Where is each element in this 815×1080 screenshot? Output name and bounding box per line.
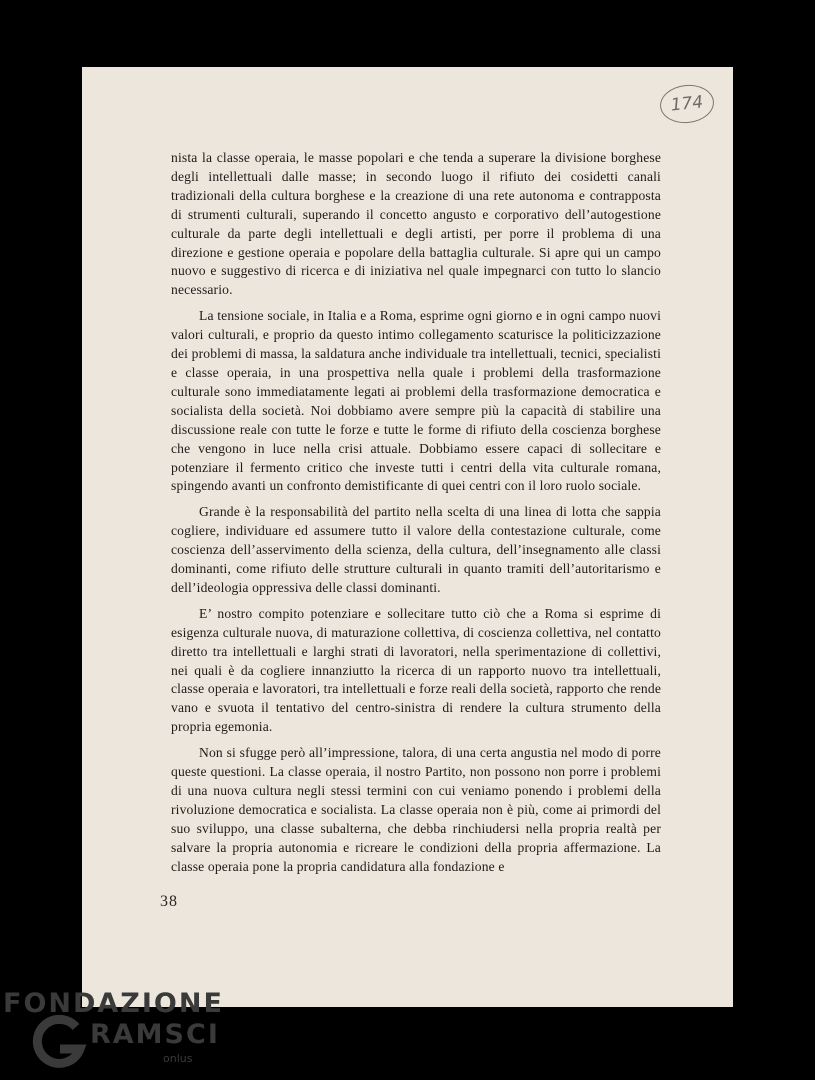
watermark-line1: FONDAZIONE — [3, 988, 224, 1019]
fondazione-gramsci-watermark — [0, 988, 224, 1080]
paragraph: Grande è la responsabilità del partito nella scelta di una linea di lotta che sappia cogliere, individuare ed assumere tutto il valore della contestazione culturale, come coscienza dell’asservimento della scienza, della cultura, dell’insegnamento alle classi dominanti, come rifiuto delle strutture culturali in quanto tramiti dell’autoritarismo e dell’ideologia oppressiva delle classi dominanti. — [171, 504, 661, 595]
paragraph: La tensione sociale, in Italia e a Roma, esprime ogni giorno e in ogni campo nuovi valori culturali, e proprio da questo intimo collegamento scaturisce la politicizzazione dei problemi di massa, la saldatura anche individuale tra intellettuali, tecnici, specialisti e classe operaia, in una prospettiva nella quale i problemi della trasformazione culturale sono immediatamente legati ai problemi della trasformazione democratica e socialista della società. Noi dobbiamo avere sempre più la capacità di stabilire una discussione reale con tutte le forze e tutte le forme di rifiuto della coscienza borghese che vengono in luce nella crisi attuale. Dobbiamo essere capaci di sollecitare e potenziare il fermento critico che investe tutti i centri della vita culturale romana, spingendo avanti un confronto demistificante di quei centri con il loro ruolo sociale. — [171, 308, 661, 494]
document-page — [82, 67, 733, 1007]
paragraph: E’ nostro compito potenziare e sollecitare tutto ciò che a Roma si esprime di esigenza culturale nuova, di maturazione collettiva, di coscienza collettiva, nel contatto diretto tra intellettuali e larghi strati di lavoratori, nella sperimentazione di collettivi, nei quali è da cogliere innanziutto la ricerca di un rapporto nuovo tra intellettuali, classe operaia e lavoratori, tra intellettuali e forze reali della società, rapporto che rende vano e svuota il tentativo del centro-sinistra di rendere la cultura strumento della propria egemonia. — [171, 605, 662, 735]
archive-stamp — [658, 82, 716, 125]
watermark-line2: RAMSCI — [90, 1019, 220, 1050]
gramsci-g-logo-icon — [30, 1013, 88, 1071]
page-number: 38 — [160, 893, 178, 910]
body-text — [171, 149, 661, 884]
paragraph: Non si sfugge però all’impressione, talora, di una certa angustia nel modo di porre queste questioni. La classe operaia, il nostro Partito, non possono non porre i problemi di una nuova cultura negli stessi termini con cui veniamo ponendo i problemi della rivoluzione democratica e socialista. La classe operaia non è più, come ai primordi del suo sviluppo, una classe subalterna, che debba rinchiudersi nella propria realtà per salvare la propria autonomia e ricreare le condizioni della propria affermazione. La classe operaia pone la propria candidatura alla fondazione e — [171, 745, 661, 874]
watermark-onlus: onlus — [163, 1052, 193, 1065]
paragraph: nista la classe operaia, le masse popolari e che tenda a superare la divisione borghese degli intellettuali dalle masse; in secondo luogo il rifiuto dei cosidetti canali tradizionali della cultura borghese e la creazione di una rete autonoma e contrapposta di strumenti culturali, superando il concetto angusto e corporativo dell’autogestione culturale da parte degli intellettuali e degli artisti, per porre il problema di una direzione e gestione operaia e popolare della battaglia culturale. Si apre qui un campo nuovo e suggestivo di ricerca e di iniziativa nel quale impegnarci con tutto lo slancio necessario. — [171, 150, 661, 298]
stamp-number: 174 — [669, 92, 705, 116]
